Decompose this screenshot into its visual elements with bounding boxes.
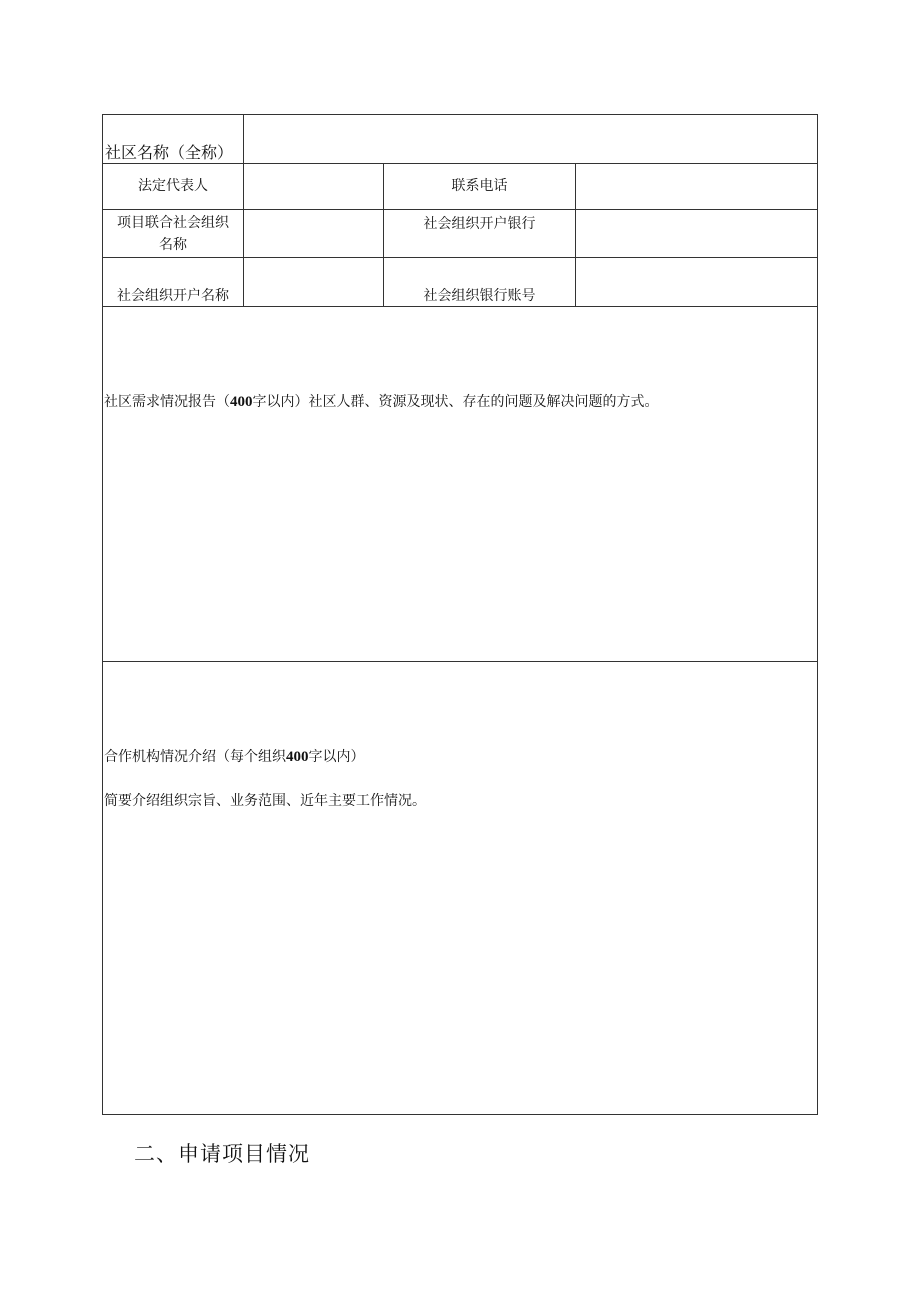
needs-report-suffix: 字以内）社区人群、资源及现状、存在的问题及解决问题的方式。 — [252, 394, 659, 410]
partner-intro-prefix: 合作机构情况介绍（每个组织 — [104, 749, 286, 765]
community-name-field[interactable] — [244, 115, 817, 163]
legal-rep-field[interactable] — [244, 164, 383, 209]
joint-org-label-line2: 名称 — [159, 237, 187, 253]
application-form-table — [102, 114, 818, 1115]
joint-org-field[interactable] — [244, 210, 383, 257]
legal-rep-label: 法定代表人 — [138, 178, 208, 194]
partner-intro-suffix: 字以内） — [308, 749, 365, 765]
joint-org-label-line1: 项目联合社会组织 — [117, 215, 229, 231]
section-heading: 二、申请项目情况 — [134, 1142, 310, 1166]
account-no-field[interactable] — [576, 258, 817, 306]
needs-report-prefix: 社区需求情况报告（ — [104, 394, 230, 410]
bank-field[interactable] — [576, 210, 817, 257]
phone-field[interactable] — [576, 164, 817, 209]
partner-intro-limit: 400 — [286, 749, 309, 765]
row-divider — [103, 661, 817, 662]
needs-report-instruction — [104, 391, 816, 413]
account-name-label: 社会组织开户名称 — [117, 288, 229, 304]
partner-intro-note: 简要介绍组织宗旨、业务范围、近年主要工作情况。 — [104, 793, 426, 809]
account-no-label: 社会组织银行账号 — [423, 288, 536, 304]
community-name-label: 社区名称（全称） — [105, 143, 234, 162]
partner-intro-instruction — [104, 746, 816, 768]
bank-label: 社会组织开户银行 — [423, 216, 536, 232]
account-name-field[interactable] — [244, 258, 383, 306]
phone-label: 联系电话 — [451, 178, 508, 194]
joint-org-label — [103, 212, 243, 256]
needs-report-limit: 400 — [230, 394, 253, 410]
